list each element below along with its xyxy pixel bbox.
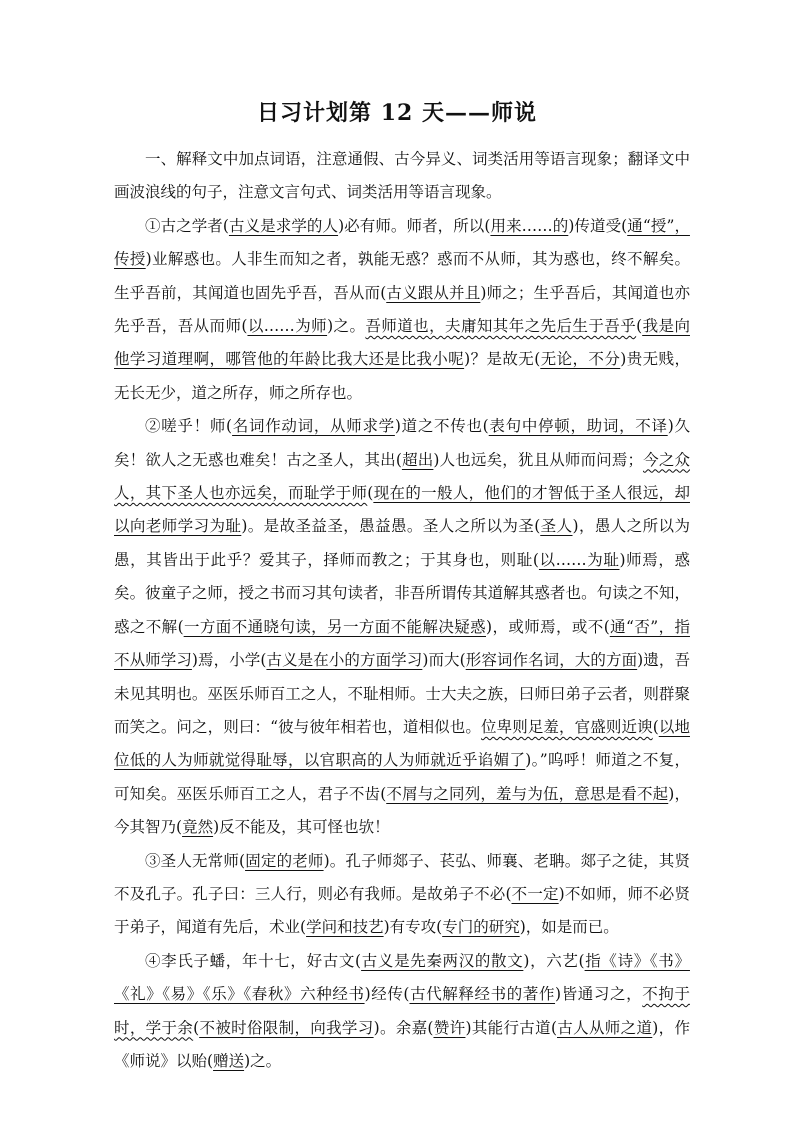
annotation: 古义跟从并且 (386, 283, 481, 302)
text-segment: )之。 (244, 1051, 282, 1070)
text-segment: )久矣！欲人之无惑也难矣！古之圣人，其出( (114, 417, 690, 469)
text-segment: )？是故无( (464, 350, 541, 369)
text-segment: )，愚人之所以为愚，其皆出于此乎？爱其子，择师而教之；于其身也，则耻( (114, 517, 690, 569)
text-segment: )，作《师说》以贻( (114, 1018, 690, 1070)
text-segment: )师之；生乎吾后，其闻道也亦先乎吾，吾从而师( (114, 283, 690, 336)
wavy-underlined-sentence: 位卑则足羞，官盛则近谀 (481, 717, 653, 736)
annotation: 不屑与之同列，羞与为伍，意思是看不起 (386, 784, 669, 803)
text-segment: )必有师。师者，所以( (338, 216, 491, 235)
annotation: 古义是求学的人 (228, 216, 339, 235)
text-segment: ③圣人无常师( (145, 851, 246, 870)
text-segment: )师焉，惑矣。彼童子之师，授之书而习其句读者，非吾所谓传其道解其惑者也。句读之不知，惑之不解( (114, 550, 690, 636)
annotation: 固定的老师 (245, 851, 324, 870)
text-segment: )皆通习之， (555, 985, 643, 1004)
text-segment: ( (367, 484, 374, 503)
annotation: 以……为师 (247, 317, 328, 336)
document-body (114, 143, 690, 1078)
annotation: 不被时俗限制，向我学习 (199, 1018, 374, 1037)
paragraph-4 (114, 945, 690, 1079)
text-segment: ( (636, 317, 643, 336)
annotation: 形容词作名词，大的方面 (465, 651, 638, 670)
text-segment: )道之不传也( (394, 417, 489, 436)
annotation: 超出 (401, 450, 434, 469)
text-segment: ( (652, 717, 659, 736)
text-segment: )，今其智乃( (114, 784, 690, 837)
text-segment: )，或师焉，或不( (486, 617, 610, 636)
text-segment: )。余嘉( (373, 1018, 434, 1037)
text-segment: )。”呜呼！师道之不复，可知矣。巫医乐师百工之人，君子不齿( (114, 751, 690, 803)
text-segment: ④李氏子蟠，年十七，好古文( (145, 951, 362, 970)
text-segment: )反不能及，其可怪也欤！ (213, 818, 390, 837)
annotation: 专门的研究 (442, 918, 520, 937)
instruction-text: 一、解释文中加点词语，注意通假、古今异义、词类活用等语言现象；翻译文中画波浪线的句子，注意文言句式、词类活用等语言现象。 (114, 150, 690, 202)
paragraph-3 (114, 845, 690, 945)
annotation: 学问和技艺 (306, 918, 384, 937)
annotation: 古义是在小的方面学习 (266, 651, 423, 670)
annotation: 我是向他学习道理啊，哪管他的年龄比我大还是比我小呢 (114, 317, 690, 369)
annotation: 一方面不通晓句读，另一方面不能解决疑惑 (183, 617, 486, 636)
text-segment: )之。 (327, 317, 366, 336)
text-segment: )遗，吾未见其明也。巫医乐师百工之人，不耻相师。士大夫之族，曰师曰弟子云者，则群聚而笑之。问之，则曰：“彼与彼年相若也，道相似也。 (114, 651, 690, 736)
annotation: 名词作动词，从师求学 (232, 417, 395, 436)
annotation: 通“授”，传授 (114, 216, 690, 269)
annotation: 现在的一般人，他们的才智低于圣人很远，却以向老师学习为耻 (114, 484, 690, 536)
text-segment: ①古之学者( (145, 216, 229, 235)
annotation: 以……为耻 (538, 550, 620, 569)
annotation: 圣人 (540, 517, 573, 536)
text-segment: )业解惑也。人非生而知之者，孰能无惑？惑而不从师，其为惑也，终不解矣。生乎吾前，其闻道也固先乎吾，吾从而( (114, 250, 690, 302)
annotation: 不一定 (511, 884, 559, 903)
annotation: 赞许 (433, 1018, 466, 1037)
text-segment: )，六艺( (523, 951, 585, 970)
text-segment: )焉，小学( (191, 651, 267, 670)
wavy-underlined-sentence: 吾师道也，夫庸知其年之先后生于吾乎 (365, 317, 637, 336)
text-segment: )贵无贱，无长无少，道之所存，师之所存也。 (114, 350, 690, 402)
annotation: 古代解释经书的著作 (409, 985, 556, 1004)
annotation: 指《诗》《书》《礼》《易》《乐》《春秋》六种经书 (114, 951, 690, 1004)
annotation: 以地位低的人为师就觉得耻辱，以官职高的人为师就近乎谄媚了 (114, 717, 690, 770)
annotation: 用来……的 (490, 216, 569, 235)
text-segment: )人也远矣，犹且从师而问焉； (433, 450, 643, 469)
annotation: 无论，不分 (540, 350, 621, 369)
annotation: 古义是先秦两汉的散文 (361, 951, 524, 970)
text-segment: )其能行古道( (465, 1018, 557, 1037)
text-segment: )。孔子师郯子、苌弘、师襄、老聃。郯子之徒，其贤不及孔子。孔子曰：三人行，则必有我师。是故弟子不必( (114, 851, 690, 903)
text-segment: )传道受( (568, 216, 628, 235)
annotation: 表句中停顿，助词，不译 (488, 417, 668, 436)
text-segment: ( (193, 1018, 200, 1037)
text-segment: )而大( (422, 651, 466, 670)
annotation: 通“否”，指不从师学习 (114, 617, 690, 670)
text-segment: )，如是而已。 (519, 918, 619, 937)
paragraph-2 (114, 410, 690, 844)
text-segment: ②嗟乎！师( (145, 417, 233, 436)
text-segment: )有专攻( (383, 918, 443, 937)
text-segment: )不如师，师不必贤于弟子，闻道有先后，术业( (114, 884, 690, 937)
text-segment: )经传( (364, 985, 410, 1004)
paragraph-1 (114, 210, 690, 410)
annotation: 竟然 (182, 818, 214, 837)
wavy-underlined-sentence: 不拘于时，学于余 (114, 985, 690, 1037)
annotation: 古人从师之道 (557, 1018, 653, 1037)
page-title: 日习计划第 12 天——师说 (257, 100, 537, 126)
annotation: 赠送 (213, 1051, 245, 1070)
text-segment: )。是故圣益圣，愚益愚。圣人之所以为圣( (241, 517, 541, 536)
wavy-underlined-sentence: 今之众人，其下圣人也亦远矣，而耻学于师 (114, 450, 690, 503)
